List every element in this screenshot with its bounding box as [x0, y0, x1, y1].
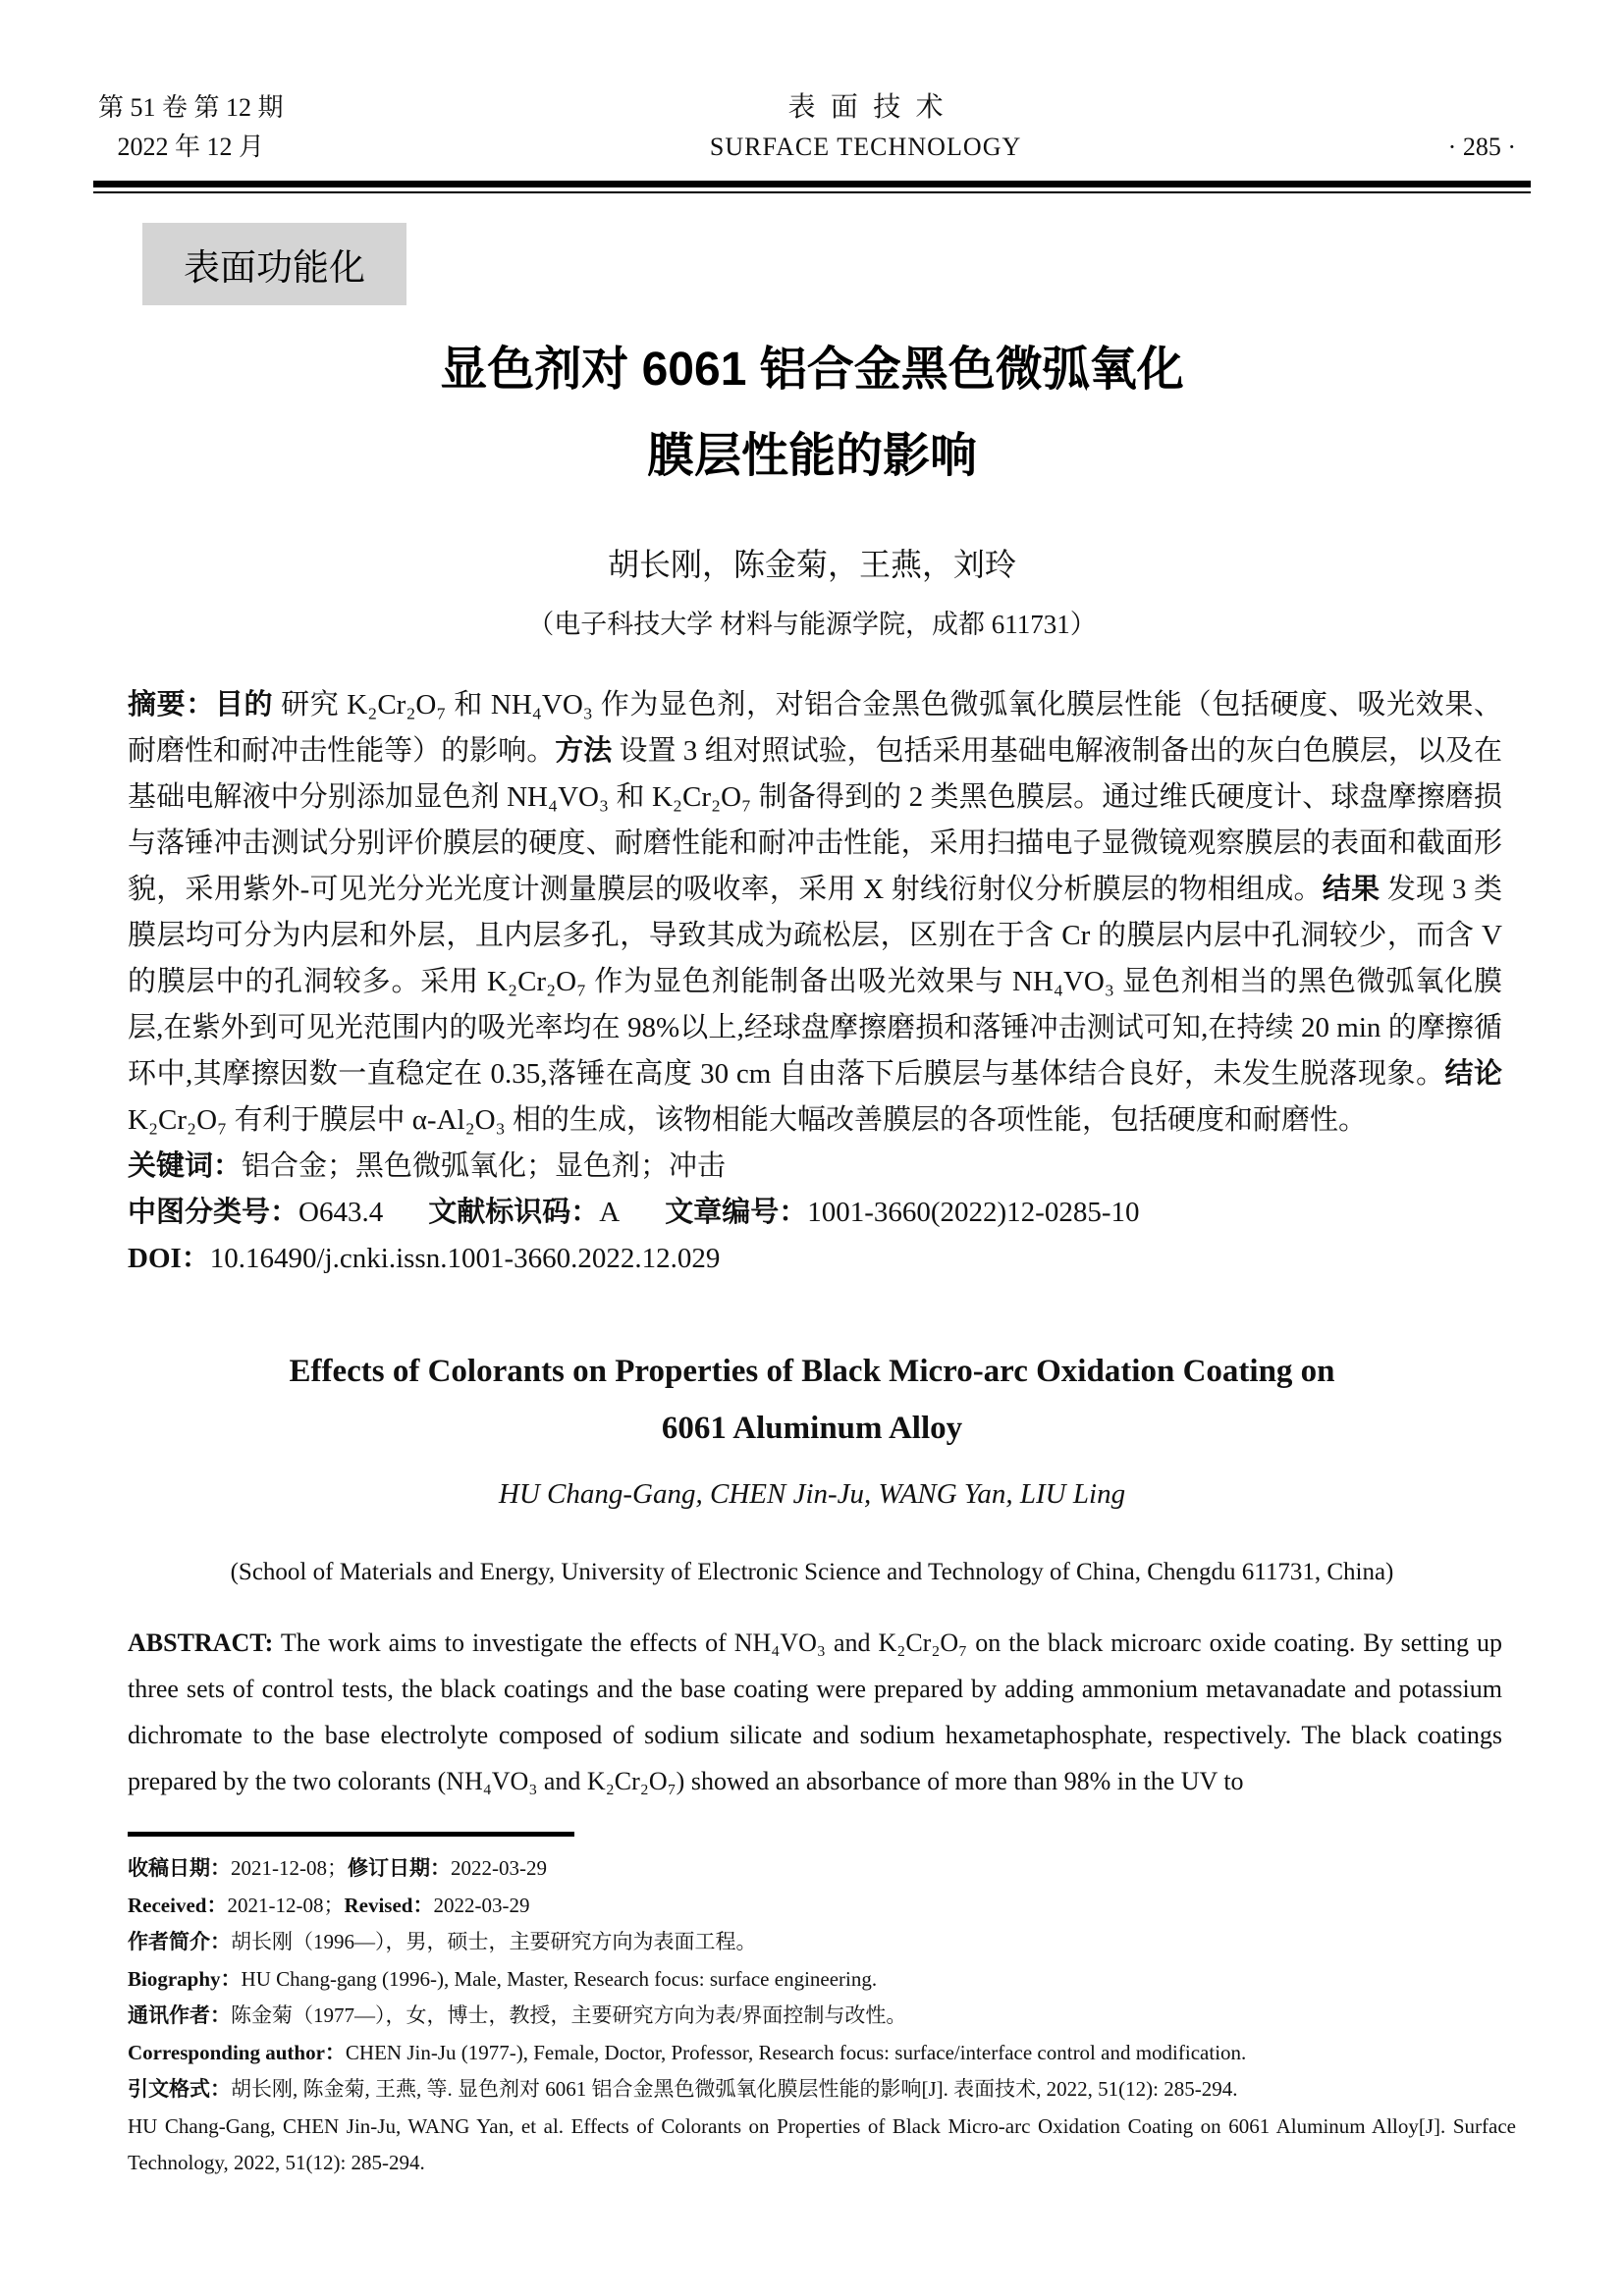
keywords-label: 关键词： [128, 1150, 243, 1182]
revised-value: 2022-03-29 [451, 1856, 547, 1880]
journal-title-cn: 表面技术 [787, 92, 959, 123]
footnote-corresponding-cn [128, 1998, 1516, 2035]
article-title-cn [0, 327, 1624, 500]
biography-label: 作者简介： [128, 1931, 231, 1953]
corresponding-value: 陈金菊（1977—），女，博士，教授，主要研究方向为表/界面控制与改性。 [231, 2003, 907, 2027]
biography-en-label: Biography： [128, 1966, 242, 1991]
header-divider-rule [93, 181, 1531, 193]
method-text: 设置 3 组对照试验，包括采用基础电解液制备出的灰白色膜层，以及在基础电解液中分别添加显色剂 NH₄VO₃ 和 K₂Cr₂O₇ 制备得到的 2 类黑色膜层。通过维氏硬度计、球盘摩擦磨损与落锤冲击测试分别评价膜层的硬度、耐磨性能和耐冲击性能，采用扫描电子显微镜观察膜层的表面和截面形貌，采用紫外-可见光分光光度计测量膜层的吸收率，采用 X 射线衍射仪分析膜层的物相组成。 [128, 735, 1502, 905]
received-label: 收稿日期： [128, 1857, 231, 1880]
footnote-citation-cn [128, 2071, 1516, 2109]
keywords-text: 铝合金；黑色微弧氧化；显色剂；冲击 [242, 1150, 727, 1182]
section-badge: 表面功能化 [142, 223, 406, 305]
affiliation-cn: （电子科技大学 材料与能源学院，成都 611731） [527, 610, 1097, 639]
corresponding-en-label: Corresponding author： [128, 2040, 346, 2064]
footnote-biography-en [128, 1961, 1516, 1999]
corresponding-label: 通讯作者： [128, 2004, 231, 2027]
abstract-en-label: ABSTRACT: [128, 1629, 274, 1657]
citation-cn-value: 胡长刚, 陈金菊, 王燕, 等. 显色剂对 6061 铝合金黑色微弧氧化膜层性能的影响[J]. 表面技术, 2022, 51(12): 285-294. [231, 2077, 1238, 2101]
footnote-received-en [128, 1888, 1516, 1925]
keywords-line [128, 1144, 1502, 1190]
title-cn-line1: 显色剂对 6061 铝合金黑色微弧氧化 [440, 344, 1184, 396]
footnote-received-cn [128, 1850, 1516, 1888]
doc-code-label: 文献标识码： [428, 1197, 600, 1228]
received-value: 2021-12-08； [231, 1856, 348, 1880]
purpose-text: 研究 K₂Cr₂O₇ 和 NH₄VO₃ 作为显色剂，对铝合金黑色微弧氧化膜层性能（包括硬度、吸光效果、耐磨性和耐冲击性能等）的影响。 [128, 689, 1502, 767]
article-title-en: Effects of Colorants on Properties of Black Micro-arc Oxidation Coating on 6061 Aluminum Alloy [289, 1354, 1335, 1446]
abstract-en [128, 1620, 1502, 1804]
doi-line [128, 1236, 1502, 1282]
abstract-cn-label: 摘要： [128, 689, 215, 721]
footnote-corresponding-en [128, 2035, 1516, 2072]
purpose-label: 目的 [214, 689, 274, 721]
abstract-en-text: The work aims to investigate the effects of NH₄VO₃ and K₂Cr₂O₇ on the black microarc oxide coating. By setting up three sets of control tests, the black coatings and the base coating were prepared by adding ammonium metavanadate and potassium dichromate to the base electrolyte composed of sodium silicate and sodium hexametaphosphate, respectively. The black coatings prepared by the two colorants (NH₄VO₃ and K₂Cr₂O₇) showed an absorbance of more than 98% in the UV to [128, 1629, 1502, 1795]
footnotes-block [128, 1850, 1516, 2182]
header-journal-block [710, 88, 1022, 167]
page-number: · 285 · [1447, 133, 1516, 161]
conclusion-label: 结论 [1444, 1058, 1502, 1090]
doi-label: DOI： [128, 1243, 210, 1274]
clc-value: O643.4 [298, 1197, 384, 1228]
revised-en-label: Revised： [344, 1893, 434, 1917]
corresponding-en-value: CHEN Jin-Ju (1977-), Female, Doctor, Professor, Research focus: surface/interface control and modification. [345, 2040, 1247, 2064]
article-no-value: 1001-3660(2022)12-0285-10 [807, 1197, 1140, 1228]
authors-cn: 胡长刚，陈金菊，王燕，刘玲 [607, 547, 1016, 582]
classification-line [128, 1190, 1502, 1236]
result-text: 发现 3 类膜层均可分为内层和外层，且内层多孔，导致其成为疏松层，区别在于含 Cr 的膜层内层中孔洞较少，而含 V 的膜层中的孔洞较多。采用 K₂Cr₂O₇ 作为显色剂能制备出吸光效果与 NH₄VO₃ 显色剂相当的黑色微弧氧化膜层,在紫外到可见光范围内的吸光率均在 98%以上,经球盘摩擦磨损和落锤冲击测试可知,在持续 20 min 的摩擦循环中,其摩擦因数一直稳定在 0.35,落锤在高度 30 cm 自由落下后膜层与基体结合良好，未发生脱落现象。 [128, 874, 1502, 1090]
footnote-biography-cn [128, 1924, 1516, 1961]
biography-en-value: HU Chang-gang (1996-), Male, Master, Research focus: surface engineering. [241, 1966, 878, 1991]
issue-date: 2022 年 12 月 [117, 133, 265, 161]
result-label: 结果 [1322, 874, 1380, 905]
abstract-cn [128, 682, 1502, 1144]
conclusion-text: K₂Cr₂O₇ 有利于膜层中 α-Al₂O₃ 相的生成，该物相能大幅改善膜层的各项性能，包括硬度和耐磨性。 [128, 1104, 1367, 1136]
citation-en-value: HU Chang-Gang, CHEN Jin-Ju, WANG Yan, et al. Effects of Colorants on Properties of Black Micro-arc Oxidation Coating on 6061 Aluminum Alloy[J]. Surface Technology, 2022, 51(12): 285-294. [128, 2113, 1516, 2174]
header-page-number-block [1448, 128, 1516, 167]
method-label: 方法 [555, 735, 613, 767]
article-no-label: 文章编号： [665, 1197, 808, 1228]
biography-value: 胡长刚（1996—），男，硕士，主要研究方向为表面工程。 [231, 1930, 757, 1953]
page-header [98, 88, 1516, 167]
clc-label: 中图分类号： [128, 1197, 299, 1228]
revised-label: 修订日期： [348, 1857, 451, 1880]
volume-issue: 第 51 卷 第 12 期 [98, 93, 284, 122]
received-en-label: Received： [128, 1893, 228, 1917]
revised-en-value: 2022-03-29 [433, 1893, 530, 1917]
footnote-divider-rule [128, 1832, 574, 1837]
doi-value: 10.16490/j.cnki.issn.1001-3660.2022.12.029 [209, 1243, 721, 1274]
title-cn-line2: 膜层性能的影响 [646, 430, 977, 482]
authors-en: HU Chang-Gang, CHEN Jin-Ju, WANG Yan, LIU Ling [498, 1478, 1126, 1510]
header-volume-block [98, 88, 284, 167]
received-en-value: 2021-12-08； [227, 1893, 345, 1917]
journal-title-en: SURFACE TECHNOLOGY [709, 133, 1022, 161]
affiliation-en: (School of Materials and Energy, University of Electronic Science and Technology of China, Chengdu 611731, China) [230, 1559, 1394, 1585]
footnote-citation-en [128, 2109, 1516, 2182]
citation-label: 引文格式： [128, 2078, 231, 2101]
doc-code-value: A [599, 1197, 621, 1228]
